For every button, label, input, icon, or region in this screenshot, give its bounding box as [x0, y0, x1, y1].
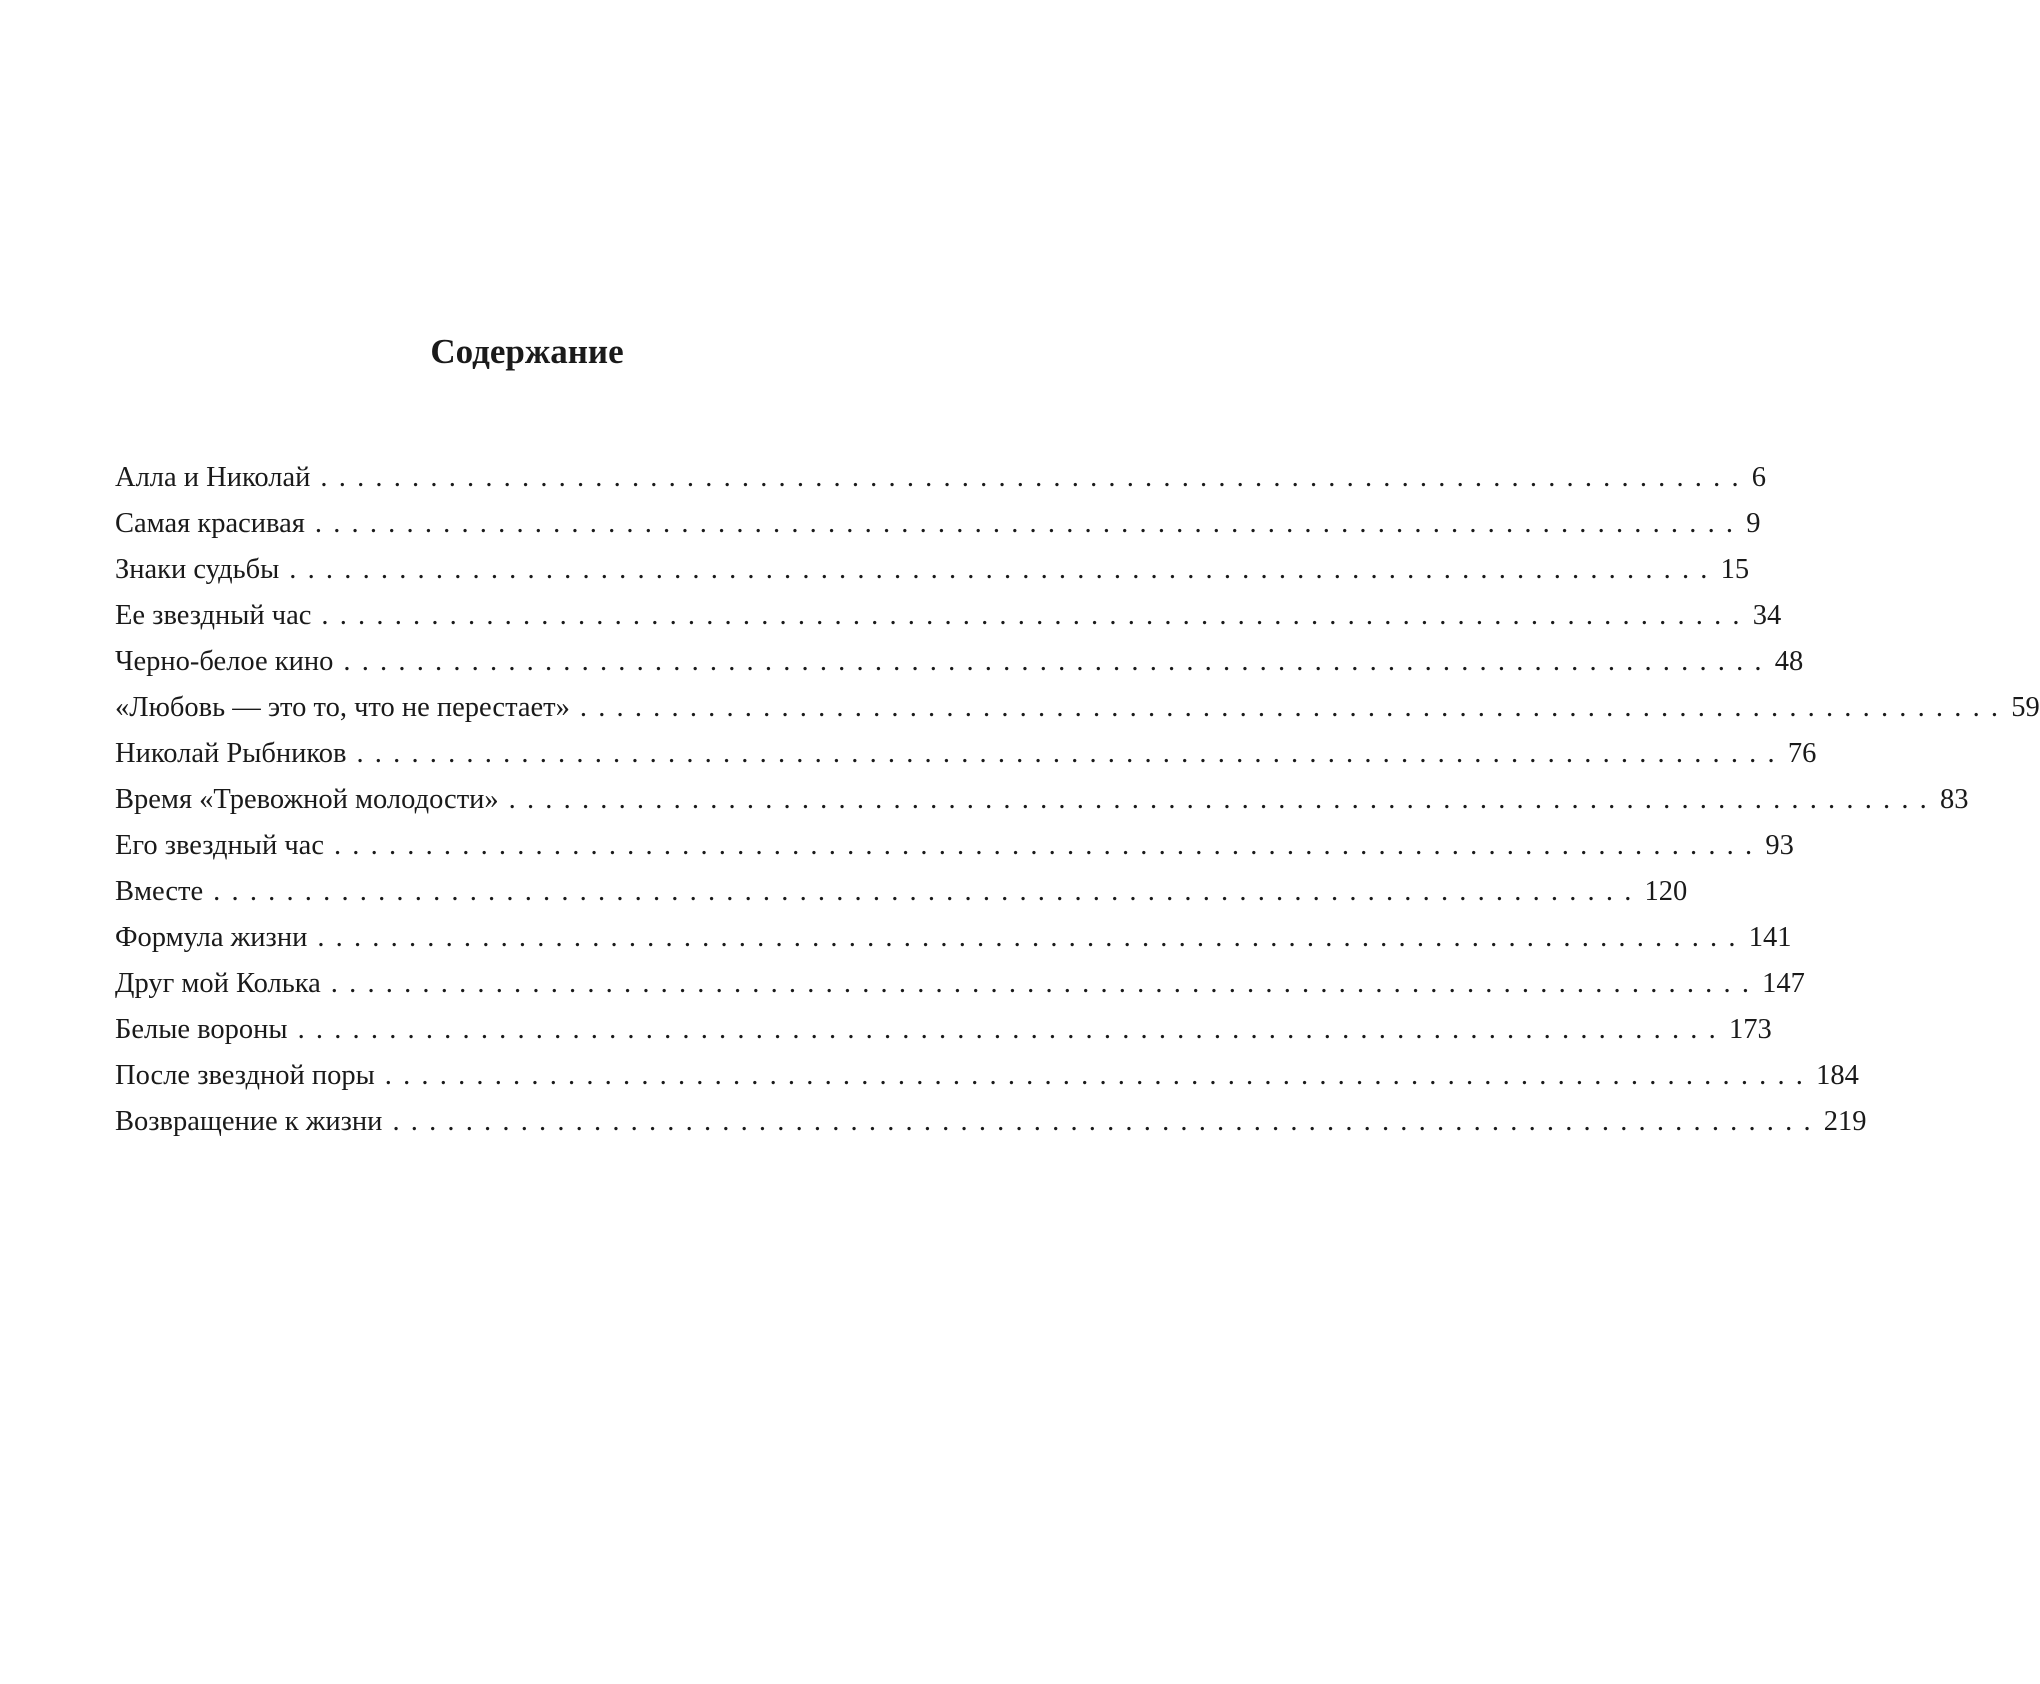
toc-dot-leader: ..............................................................................	[356, 738, 1786, 769]
toc-entry-title: Ее звездный час	[115, 600, 312, 631]
toc-entry-title: Николай Рыбников	[115, 738, 347, 769]
toc-page-number: 15	[1720, 554, 1750, 585]
toc-entry-title: Возвращение к жизни	[115, 1106, 383, 1137]
toc-dot-leader: ..............................................................................	[320, 462, 1750, 493]
toc-dot-leader: ..............................................................................	[330, 968, 1761, 999]
toc-entry-title: Самая красивая	[115, 508, 305, 539]
toc-page-number: 9	[1746, 508, 1761, 539]
toc-entry-title: Его звездный час	[115, 830, 324, 861]
toc-entry	[115, 777, 1969, 823]
toc-dot-leader: ..............................................................................	[213, 876, 1643, 907]
toc-page-number: 141	[1748, 922, 1792, 953]
toc-entry-title: Формула жизни	[115, 922, 308, 953]
toc-entry-title: Знаки судьбы	[115, 554, 280, 585]
toc-entry	[115, 547, 1750, 593]
toc-entry	[115, 823, 1794, 869]
toc-page-number: 83	[1940, 784, 1969, 815]
toc-entry-title: Алла и Николай	[115, 462, 311, 493]
toc-entry	[115, 685, 2040, 731]
toc-entry-title: Белые вороны	[115, 1014, 288, 1045]
toc-page-number: 219	[1823, 1106, 1867, 1137]
toc-entry	[115, 639, 1804, 685]
toc-dot-leader: ..............................................................................	[321, 600, 1751, 631]
toc-dot-leader: ..............................................................................	[384, 1060, 1815, 1091]
toc-entry-title: Друг мой Колька	[115, 968, 321, 999]
toc-title: Содержание	[430, 332, 624, 371]
toc-entry	[115, 869, 1688, 915]
toc-page-number: 76	[1787, 738, 1817, 769]
toc-entry	[115, 961, 1805, 1007]
toc-entry-title: Вместе	[115, 876, 204, 907]
toc-entry-title: Черно-белое кино	[115, 646, 334, 677]
toc-dot-leader: ..............................................................................	[314, 508, 1745, 539]
toc-entry	[115, 731, 1817, 777]
toc-page-number: 48	[1774, 646, 1804, 677]
toc-entry	[115, 455, 1767, 501]
toc-page-number: 184	[1816, 1060, 1859, 1091]
toc-dot-leader: ..............................................................................	[289, 554, 1719, 585]
toc-page-number: 6	[1751, 462, 1767, 493]
toc-entry	[115, 1099, 1867, 1145]
toc-page-number: 120	[1644, 876, 1688, 907]
toc-dot-leader: ..............................................................................	[333, 830, 1764, 861]
toc-dot-leader: ..............................................................................	[317, 922, 1747, 953]
toc-entry	[115, 501, 1761, 547]
toc-page-number: 93	[1765, 830, 1794, 861]
toc-entry	[115, 593, 1782, 639]
toc-page-number: 147	[1762, 968, 1805, 999]
toc-page-number: 59	[2011, 692, 2040, 723]
toc-dot-leader: ..............................................................................	[579, 692, 2010, 723]
toc-page-number: 173	[1728, 1014, 1772, 1045]
toc-entry	[115, 1053, 1859, 1099]
toc-entry-title: «Любовь — это то, что не перестает»	[115, 692, 570, 723]
toc-dot-leader: ..............................................................................	[392, 1106, 1822, 1137]
toc-list	[115, 455, 2040, 1145]
toc-dot-leader: ..............................................................................	[297, 1014, 1727, 1045]
toc-page-number: 34	[1752, 600, 1782, 631]
toc-entry-title: Время «Тревожной молодости»	[115, 784, 499, 815]
toc-dot-leader: ..............................................................................	[343, 646, 1773, 677]
toc-dot-leader: ..............................................................................	[508, 784, 1939, 815]
toc-entry	[115, 915, 1792, 961]
toc-entry	[115, 1007, 1772, 1053]
toc-entry-title: После звездной поры	[115, 1060, 375, 1091]
